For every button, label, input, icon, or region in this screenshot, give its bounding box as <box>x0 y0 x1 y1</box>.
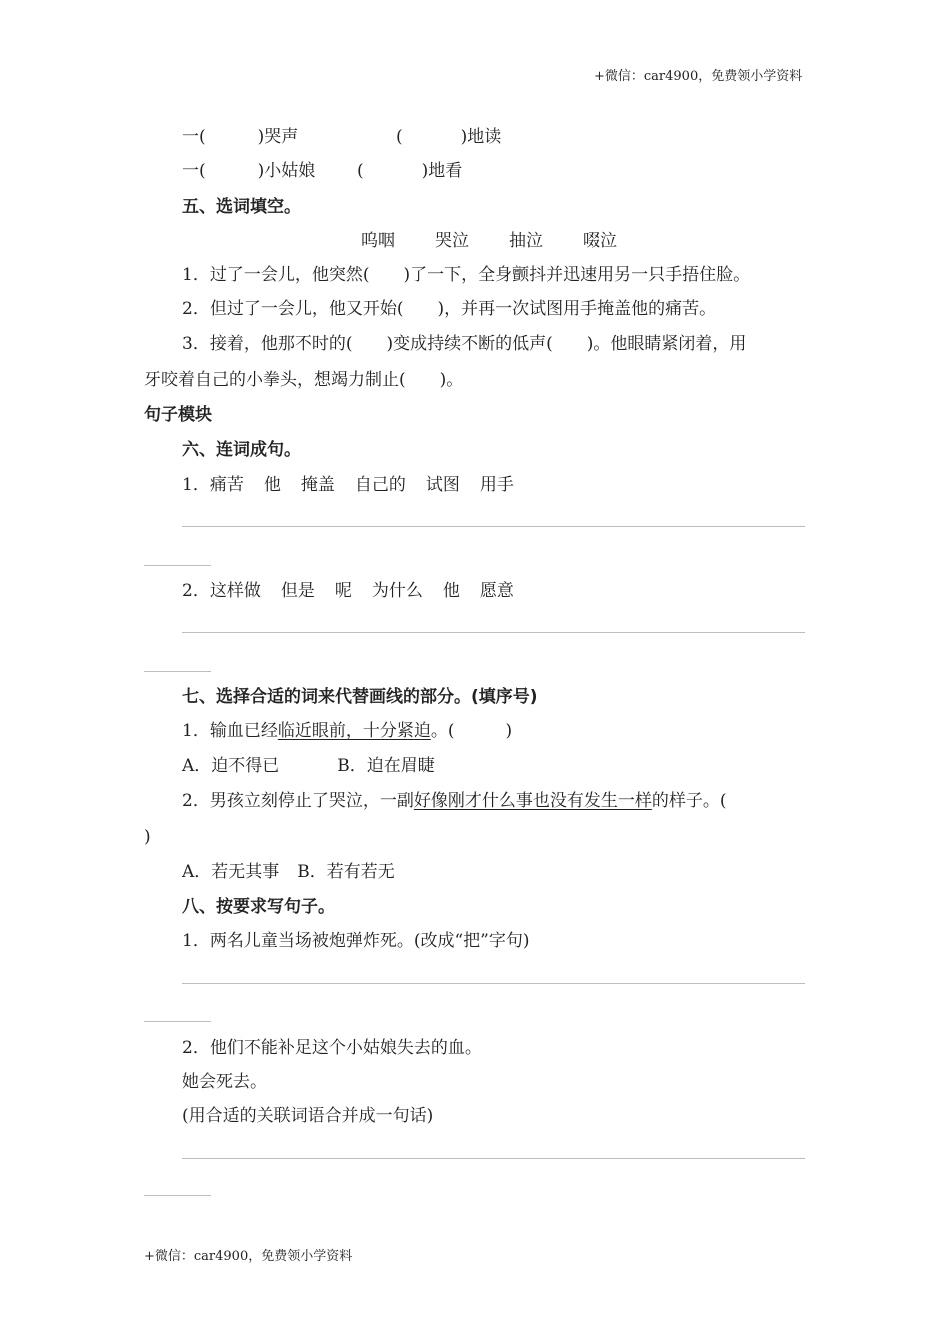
option-a: A．迫不得已 <box>182 756 280 776</box>
fill-row-1-b-suffix: )地读 <box>460 127 502 147</box>
fill-row-2-a-prefix: 一( <box>182 161 206 181</box>
section-5-q3-line-1: 3．接着，他那不时的( )变成持续不断的低声( )。他眼睛紧闭着，用 <box>182 334 747 354</box>
question-number: 2． <box>182 581 210 601</box>
fill-row-1-a-prefix: 一( <box>182 127 206 147</box>
q1-underlined-phrase: 临近眼前，十分紧迫 <box>277 721 431 741</box>
q2-prefix: 2．男孩立刻停止了哭泣，一副 <box>182 791 414 811</box>
section-5-q1: 1．过了一会儿，他突然( )了一下，全身颤抖并迅速用另一只手捂住脸。 <box>182 265 751 285</box>
fill-row-1-a-suffix: )哭声 <box>257 127 299 147</box>
section-5-q3-line-2: 牙咬着自己的小拳头，想竭力制止( )。 <box>144 370 464 390</box>
section-8-q2-line-2: 她会死去。 <box>182 1072 267 1092</box>
option-a: A．若无其事 <box>182 862 280 882</box>
word-item: 自己的 <box>354 475 406 495</box>
option-b: B．迫在眉睫 <box>337 756 435 776</box>
word-item: 为什么 <box>371 581 423 601</box>
section-8-q2-line-1: 2．他们不能补足这个小姑娘失去的血。 <box>182 1038 482 1058</box>
fill-row-2-b-prefix: ( <box>357 161 364 181</box>
answer-line[interactable] <box>182 1158 805 1159</box>
q1-answer-blank[interactable]: 。( ) <box>430 721 513 741</box>
word-item: 用手 <box>479 475 514 495</box>
fill-row-2 <box>182 160 315 182</box>
fill-row-2-a-suffix: )小姑娘 <box>257 161 316 181</box>
fill-row-1 <box>182 126 298 148</box>
section-7-q1 <box>182 720 512 742</box>
word-bank-item: 啜泣 <box>583 231 617 251</box>
section-7-q2-close: ) <box>144 827 151 847</box>
answer-line-end[interactable] <box>144 1021 211 1022</box>
word-item: 愿意 <box>479 581 514 601</box>
word-bank-item: 呜咽 <box>361 231 395 251</box>
word-item: 掩盖 <box>300 475 335 495</box>
answer-line[interactable] <box>182 526 805 527</box>
answer-line-end[interactable] <box>144 565 211 566</box>
fill-row-1-b <box>396 126 501 148</box>
footer-note: +微信：car4900，免费领小学资料 <box>144 1249 353 1264</box>
q1-prefix: 1．输血已经 <box>182 721 278 741</box>
word-item: 呢 <box>334 581 352 601</box>
word-item: 但是 <box>280 581 315 601</box>
section-7-q2-options <box>182 861 395 883</box>
word-bank-item: 抽泣 <box>509 231 543 251</box>
section-8-q1: 1．两名儿童当场被炮弹炸死。(改成“把”字句) <box>182 931 530 951</box>
fill-row-1-b-prefix: ( <box>396 127 403 147</box>
section-7-title: 七、选择合适的词来代替画线的部分。(填序号) <box>182 687 538 707</box>
section-7-q1-options <box>182 755 435 777</box>
section-5-title: 五、选词填空。 <box>182 197 301 217</box>
word-bank-item: 哭泣 <box>435 231 469 251</box>
fill-row-2-b-suffix: )地看 <box>421 161 463 181</box>
section-8-q2-instruction: (用合适的关联词语合并成一句话) <box>182 1106 434 1126</box>
section-5-q2: 2．但过了一会儿，他又开始( )，并再一次试图用手掩盖他的痛苦。 <box>182 299 717 319</box>
question-number: 1． <box>182 475 210 495</box>
section-7-q2 <box>182 790 726 812</box>
q2-answer-blank[interactable]: 的样子。( <box>651 791 727 811</box>
word-item: 试图 <box>425 475 460 495</box>
word-item: 这样做 <box>209 581 261 601</box>
word-item: 他 <box>263 475 281 495</box>
module-title: 句子模块 <box>144 405 212 425</box>
section-6-q2 <box>182 580 514 602</box>
answer-line[interactable] <box>182 983 805 984</box>
word-bank <box>361 230 617 252</box>
answer-line-end[interactable] <box>144 1195 211 1196</box>
header-note: +微信：car4900，免费领小学资料 <box>594 69 803 84</box>
fill-row-2-b <box>357 160 462 182</box>
section-6-title: 六、连词成句。 <box>182 440 301 460</box>
q2-underlined-phrase: 好像刚才什么事也没有发生一样 <box>413 791 652 811</box>
word-item: 痛苦 <box>209 475 244 495</box>
option-b: B．若有若无 <box>297 862 395 882</box>
word-item: 他 <box>442 581 460 601</box>
section-8-title: 八、按要求写句子。 <box>182 897 335 917</box>
answer-line[interactable] <box>182 632 805 633</box>
section-6-q1 <box>182 474 514 496</box>
answer-line-end[interactable] <box>144 671 211 672</box>
